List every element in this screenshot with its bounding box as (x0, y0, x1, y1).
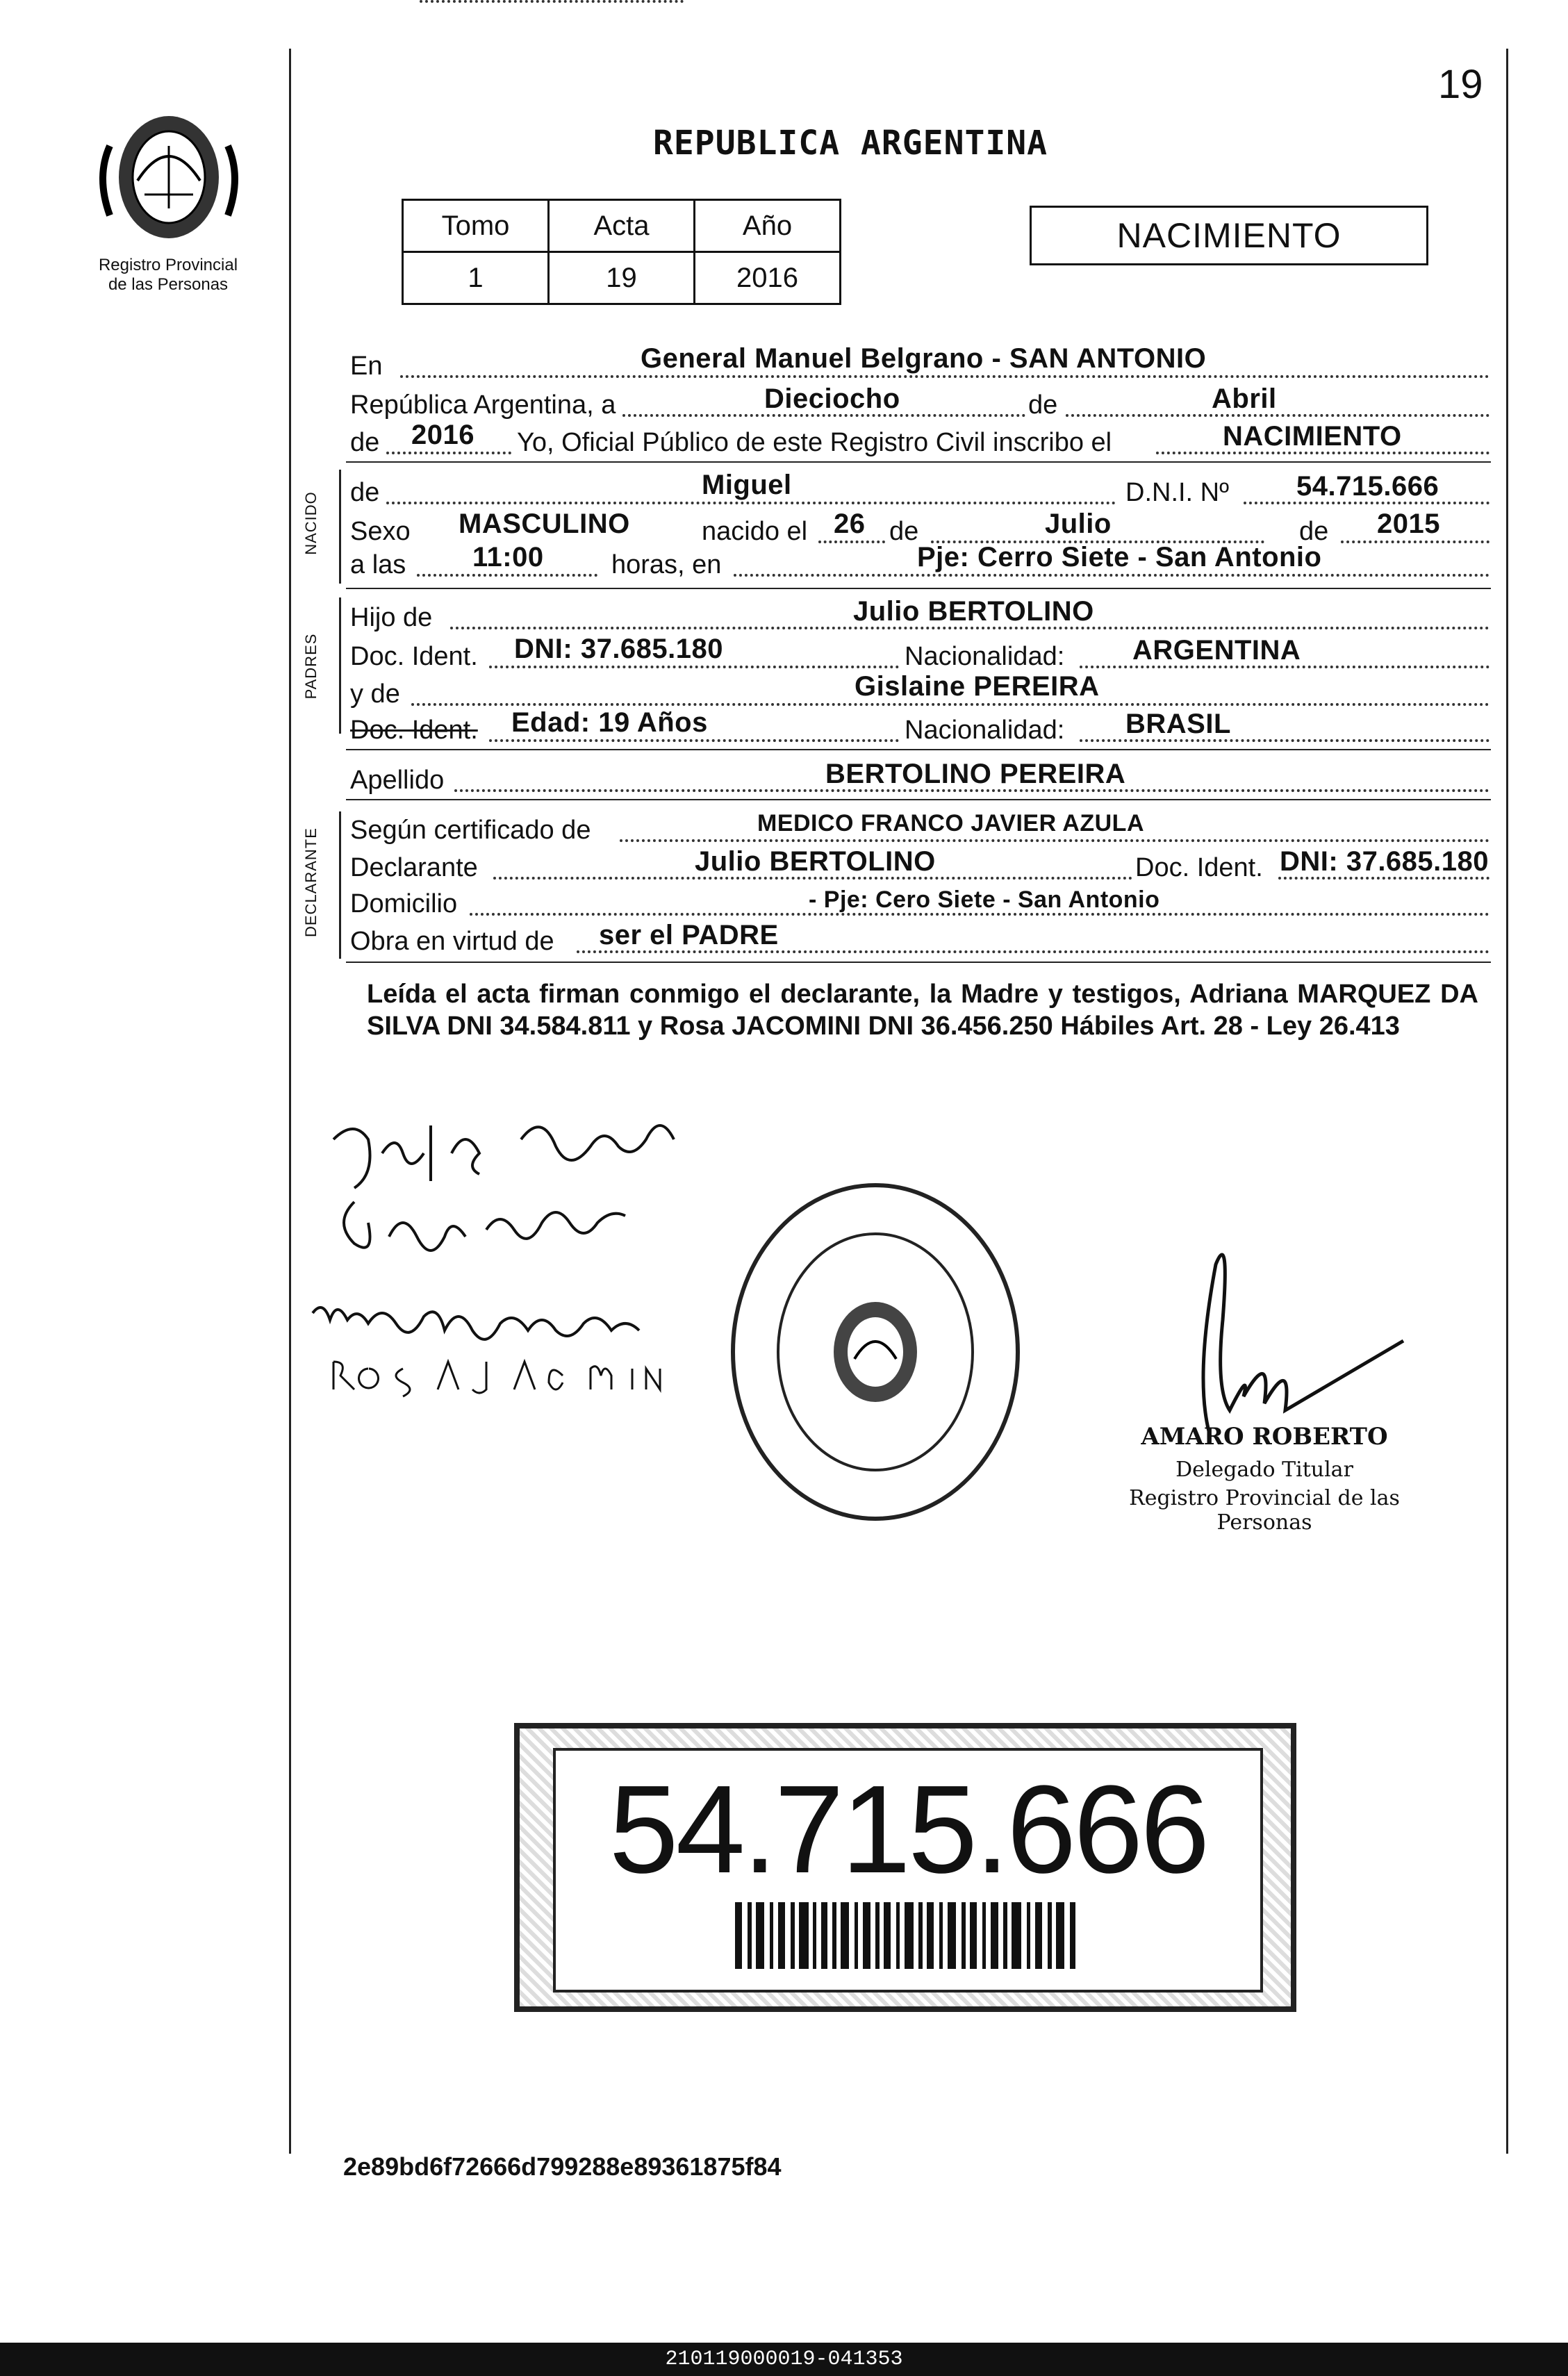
logo-caption-line1: Registro Provincial (98, 256, 238, 274)
birth-year-dotline (1341, 541, 1489, 543)
birth-day-value: 26 (834, 509, 866, 539)
nacido-section-label: NACIDO (302, 491, 320, 555)
y-de-label: y de (350, 679, 400, 709)
footer-code: 210119000019-041353 (665, 2348, 903, 2371)
logo-caption (64, 256, 272, 295)
registry-value-row (403, 252, 841, 304)
father-nat-label: Nacionalidad: (905, 642, 1065, 671)
declarante-separator (346, 962, 1491, 963)
declarante-doc-value: DNI: 37.685.180 (1280, 846, 1489, 877)
act-type-box: NACIMIENTO (1030, 206, 1428, 265)
padres-separator (346, 749, 1491, 750)
barcode-label (514, 1723, 1296, 2012)
apellido-label: Apellido (350, 766, 445, 795)
de-label: de (1028, 390, 1058, 420)
day-value: Dieciocho (764, 383, 900, 414)
declarante-bracket (339, 811, 341, 959)
mother-doc-dotline (489, 739, 899, 742)
inscribe-value: NACIMIENTO (1223, 421, 1402, 452)
official-name: AMARO ROBERTO (1141, 1423, 1388, 1451)
birth-place-value: Pje: Cerro Siete - San Antonio (917, 542, 1322, 572)
child-name-value: Miguel (702, 470, 792, 500)
month-value: Abril (1212, 383, 1277, 414)
father-nat-value: ARGENTINA (1132, 635, 1301, 666)
nacido-bracket (339, 470, 341, 584)
declarante-label: Declarante (350, 853, 478, 882)
sexo-dotline (420, 0, 684, 3)
document-title: REPUBLICA ARGENTINA (653, 124, 1048, 163)
en-dotline (400, 375, 1489, 378)
mother-nat-value: BRASIL (1125, 709, 1231, 739)
registry-header-acta: Acta (549, 200, 695, 252)
mother-doc-label-struck: Doc. Ident. (350, 716, 478, 745)
month-dotline (1066, 414, 1489, 417)
birth-month-value: Julio (1045, 509, 1112, 539)
signature-official (1153, 1237, 1417, 1438)
father-doc-label: Doc. Ident. (350, 642, 478, 671)
time-dotline (417, 574, 597, 577)
en-value: General Manuel Belgrano - SAN ANTONIO (641, 343, 1207, 374)
horas-label: horas, en (611, 550, 722, 579)
year-value: 2016 (411, 420, 474, 450)
mother-doc-value: Edad: 19 Años (511, 707, 708, 738)
sexo-label: Sexo (350, 517, 411, 546)
barcode-inner-panel (553, 1748, 1263, 1993)
registry-header-tomo: Tomo (403, 200, 549, 252)
apellido-separator (346, 799, 1491, 800)
document-hash: 2e89bd6f72666d799288e89361875f84 (343, 2152, 782, 2181)
footer-code-bar (0, 2343, 1568, 2376)
registry-header-ano: Año (695, 200, 841, 252)
logo-caption-line2: de las Personas (108, 275, 229, 294)
apellido-value: BERTOLINO PEREIRA (825, 759, 1126, 789)
birth-de-label: de (889, 517, 919, 546)
right-margin-line (1506, 49, 1508, 2154)
signature-witness-1 (306, 1285, 695, 1348)
reading-paragraph: Leída el acta firman conmigo el declarante, la Madre y testigos, Adriana MARQUEZ DA SILVA DNI 34.584.811 y Rosa JACOMINI DNI 36.456.250 Hábiles Art. 28 - Ley 26.413 (367, 980, 1478, 1041)
yo-text: Yo, Oficial Público de este Registro Civil inscribo el (517, 428, 1112, 457)
domicilio-value: - Pje: Cero Siete - San Antonio (809, 886, 1160, 913)
registry-value-ano: 2016 (695, 252, 841, 304)
birth-time-value: 11:00 (472, 542, 544, 572)
father-name-value: Julio BERTOLINO (853, 596, 1094, 627)
cert-dotline (620, 839, 1489, 842)
birth-de-label2: de (1299, 517, 1329, 546)
province-seal-logo (82, 104, 256, 250)
obra-label: Obra en virtud de (350, 927, 554, 956)
official-stamp-lines (1084, 1423, 1445, 1535)
header-separator (346, 461, 1491, 463)
official-oval-stamp (723, 1178, 1028, 1526)
segun-label: Según certificado de (350, 816, 591, 845)
mother-name-value: Gislaine PEREIRA (855, 671, 1100, 702)
left-margin-line (289, 49, 291, 2154)
declarante-value: Julio BERTOLINO (695, 846, 936, 877)
domicilio-label: Domicilio (350, 889, 458, 918)
nacido-separator (346, 588, 1491, 589)
dni-label: D.N.I. Nº (1125, 478, 1229, 507)
obra-value: ser el PADRE (599, 920, 779, 950)
registry-table (402, 199, 841, 305)
registry-value-tomo: 1 (403, 252, 549, 304)
nacido-el-label: nacido el (702, 517, 808, 546)
mother-nat-label: Nacionalidad: (905, 716, 1065, 745)
cert-value: MEDICO FRANCO JAVIER AZULA (757, 810, 1144, 836)
republica-label: República Argentina, a (350, 390, 616, 420)
declarante-section-label: DECLARANTE (302, 827, 320, 937)
page-number: 19 (1438, 62, 1483, 107)
registry-value-acta: 19 (549, 252, 695, 304)
signature-mother (333, 1181, 695, 1271)
place-dotline (734, 574, 1489, 577)
sexo-value: MASCULINO (459, 509, 630, 539)
barcode-bars (735, 1902, 1082, 1969)
birth-day-dotline (818, 541, 885, 543)
signature-witness-2 (327, 1348, 674, 1403)
official-office: Registro Provincial de las Personas (1129, 1486, 1400, 1535)
registry-header-row (403, 200, 841, 252)
name-dotline (386, 502, 1116, 504)
child-dni-value: 54.715.666 (1296, 471, 1439, 502)
declarante-doc-label: Doc. Ident. (1135, 853, 1263, 882)
hijo-de-label: Hijo de (350, 603, 433, 632)
a-las-label: a las (350, 550, 406, 579)
mother-dotline (411, 703, 1489, 706)
nacido-de-label: de (350, 478, 380, 507)
father-doc-dotline (489, 666, 899, 668)
en-label: En (350, 352, 383, 381)
year-dotline (386, 452, 511, 454)
year-prefix-label: de (350, 428, 380, 457)
birth-year-value: 2015 (1377, 509, 1440, 539)
padres-section-label: PADRES (302, 633, 320, 700)
father-doc-value: DNI: 37.685.180 (514, 634, 724, 664)
official-role: Delegado Titular (1175, 1458, 1353, 1482)
barcode-number: 54.715.666 (609, 1760, 1207, 1899)
padres-bracket (339, 597, 341, 734)
